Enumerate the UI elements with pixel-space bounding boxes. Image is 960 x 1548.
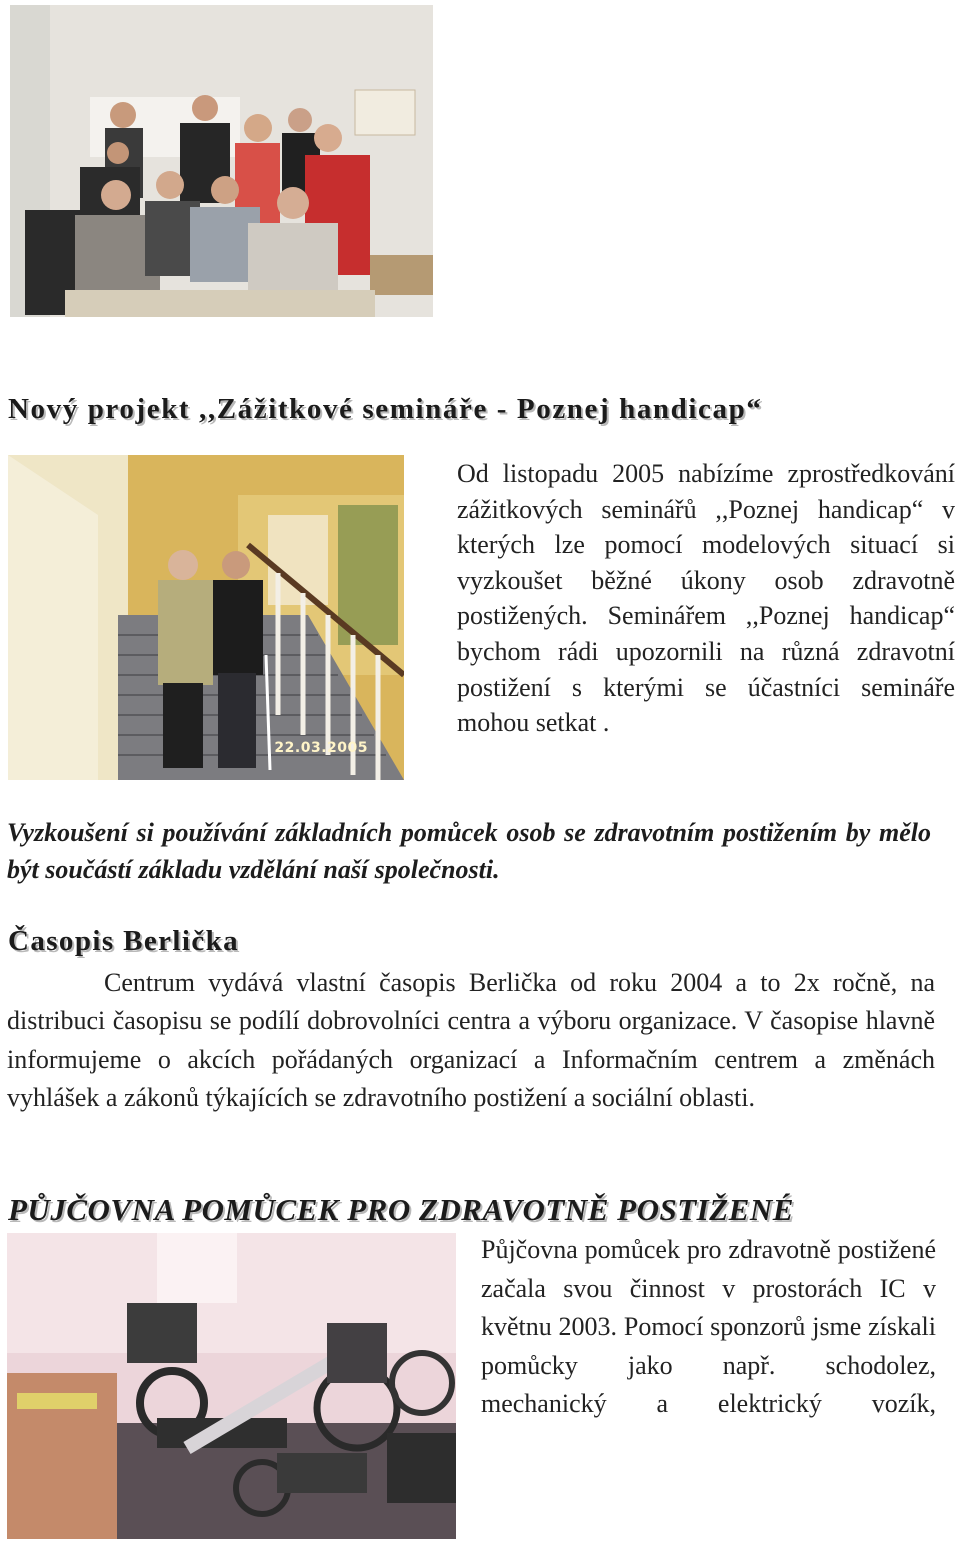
magazine-heading: Časopis Berlička xyxy=(8,925,240,957)
wheelchair-photo xyxy=(7,1233,456,1539)
staircase-photo xyxy=(8,455,404,780)
rental-heading: PŮJČOVNA POMŮCEK PRO ZDRAVOTNĚ POSTIŽENÉ xyxy=(8,1192,794,1227)
project-quote: Vyzkoušení si používání základních pomůcek osob se zdravotním postižením by mělo být součástí základu vzdělání naší společnosti. xyxy=(7,818,931,884)
wheelchair-photo-graphic xyxy=(7,1233,456,1539)
rental-body: Půjčovna pomůcek pro zdravotně postižené začala svou činnost v prostorách IC v květnu 2003. Pomocí sponzorů jsme získali pomůcky jako např. schodolez, mechanický a elektrický vozík, xyxy=(481,1235,936,1419)
project-body: Od listopadu 2005 nabízíme zprostředkování zážitkových seminářů ,,Poznej handicap“ v kterých lze pomocí modelových situací si vyzkoušet běžné úkony osob zdravotně postižených. Seminářem ,,Poznej handicap“ bychom rádi upozornili na různá zdravotní postižení s kterými se účastníci semináře mohou setkat . xyxy=(457,459,955,738)
magazine-body: Centrum vydává vlastní časopis Berlička od roku 2004 a to 2x ročně, na distribuci časopisu se podílí dobrovolníci centra a výboru organizace. V časopise hlavně informujeme o akcích pořádaných organizací a Informačním centrem a změnách vyhlášek a zákonů týkajících se zdravotního postižení a sociální oblasti. xyxy=(7,968,935,1113)
photo-date-stamp: 22.03.2005 xyxy=(274,740,368,756)
staircase-photo-graphic xyxy=(8,455,404,780)
project-heading: Nový projekt ,,Zážitkové semináře - Poznej handicap“ xyxy=(8,393,763,425)
group-photo-graphic xyxy=(10,5,433,317)
group-photo xyxy=(10,5,433,317)
